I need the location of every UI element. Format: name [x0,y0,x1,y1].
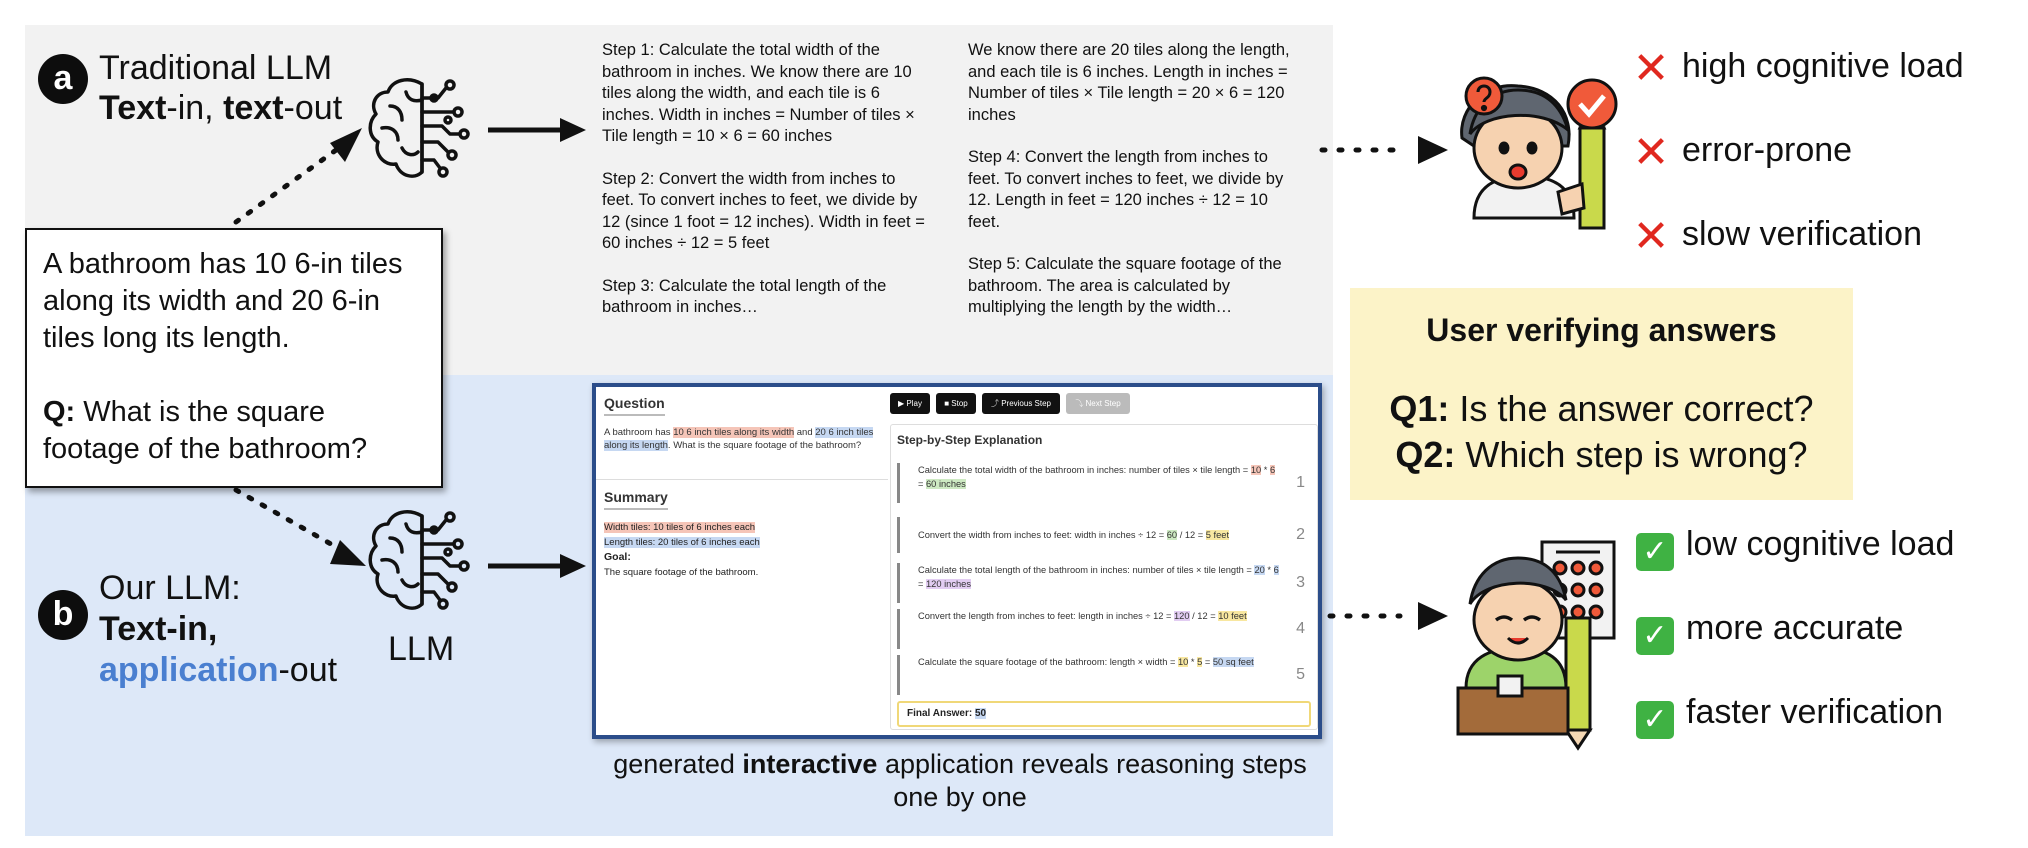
app-step-2[interactable]: Convert the width from inches to feet: width in inches ÷ 12 = 60 / 12 = 5 feet 2 [897,517,1311,553]
question-box [25,228,443,488]
interactive-app-screenshot [592,383,1322,739]
badge-a: a [38,54,88,104]
play-button[interactable]: ▶ Play [890,393,930,414]
cross-icon: ✕ [1632,128,1670,177]
summary-goal-label: Goal: [604,551,631,563]
text-step-block: Step 4: Convert the length from inches to feet. To convert inches to feet, we divide by 12. Length in feet = 120 inches ÷ 12 = 10 feet. [968,148,1284,231]
stop-button[interactable]: ■ Stop [936,393,976,414]
user-verifying-box [1350,288,1853,500]
dotted-arrow-to-llm-a [236,140,350,222]
app-summary-title: Summary [604,489,668,510]
text-step-block: Step 1: Calculate the total width of the bathroom in inches. We know there are 10 tiles along the width, and each tile is 6 inches. Width in inches = Number of tiles × Tile length = 10 × 6 = 60 inches [602,41,915,145]
app-left-divider [596,479,888,480]
happy-user-icon [1458,542,1614,748]
check-icon: ✓ [1636,617,1674,655]
step-number: 1 [1296,474,1305,491]
step-by-step-title: Step-by-Step Explanation [897,433,1043,447]
previous-step-button[interactable]: ⤴ Previous Step [982,393,1060,414]
verify-question-1: Q1: Is the answer correct? [1389,388,1814,429]
app-question-title: Question [604,395,665,416]
brain-icon [370,80,468,176]
panel-b-title-line3: application-out [99,651,338,689]
arrowhead-to-user-b [1418,602,1448,630]
panel-a-title-line1: Traditional LLM [99,49,333,87]
text-step-block: Step 5: Calculate the square footage of the bathroom. The area is calculated by multiplying the length by the width… [968,255,1282,316]
summary-goal-text: The square footage of the bathroom. [604,567,759,578]
problem-text: A bathroom has 10 6-in tiles along its width and 20 6-in tiles long its length. [43,248,403,354]
final-answer: Final Answer: 50 [897,701,1311,727]
positive-item-1: ✓ low cognitive load [1636,524,1954,571]
app-step-3[interactable]: Calculate the total length of the bathroom in inches: number of tiles × tile length = 20 * 6 = 120 inches 3 [897,563,1311,603]
app-step-4[interactable]: Convert the length from inches to feet: length in inches ÷ 12 = 120 / 12 = 10 feet 4 [897,609,1311,649]
positive-item-2: ✓ more accurate [1636,608,1903,655]
step-number: 2 [1296,526,1305,543]
app-caption: generated interactive application reveals reasoning steps one by one [613,749,1307,812]
next-step-button[interactable]: ⤵ Next Step [1066,393,1130,414]
brain-icon [370,512,468,608]
cross-icon: ✕ [1632,212,1670,261]
panel-b-title-line2: Text-in, [99,610,218,648]
step-number: 4 [1296,620,1305,637]
text-step-block: Step 3: Calculate the total length of the bathroom in inches… [602,276,887,316]
text-output-column-1 [602,40,932,340]
arrowhead-to-user-a [1418,136,1448,164]
llm-label: LLM [388,630,455,668]
app-summary-list [604,520,890,580]
panel-b-title-line1: Our LLM: [99,569,241,607]
app-left-pane [604,395,890,452]
positive-item-3: ✓ faster verification [1636,692,1943,739]
arrowhead-llm-a-to-text [560,118,586,142]
check-icon: ✓ [1636,701,1674,739]
cross-icon: ✕ [1632,44,1670,93]
step-number: 5 [1296,666,1305,683]
arrowhead-llm-b-to-app [560,554,586,578]
summary-length: Length tiles: 20 tiles of 6 inches each [604,537,760,548]
app-step-5[interactable]: Calculate the square footage of the bathroom: length × width = 10 * 5 = 50 sq feet 5 [897,655,1311,695]
user-verifying-title: User verifying answers [1426,312,1777,348]
verify-question-2: Q2: Which step is wrong? [1395,434,1808,475]
dotted-arrow-to-llm-b [236,490,352,556]
summary-width: Width tiles: 10 tiles of 6 inches each [604,522,756,533]
text-output-column-2 [968,40,1298,340]
negative-item-3: ✕ slow verification [1632,212,1922,261]
badge-b: b [38,590,88,640]
app-summary [604,489,890,580]
step-by-step-panel [890,424,1318,730]
negative-item-1: ✕ high cognitive load [1632,44,1964,93]
confused-user-icon [1462,78,1616,228]
arrowhead-to-llm-a [330,128,362,162]
check-icon: ✓ [1636,533,1674,571]
text-step-block: Step 2: Convert the width from inches to feet. To convert inches to feet, we divide by 12 (since 1 foot = 12 inches). Width in feet = 60 inches ÷ 12 = 5 feet [602,169,925,252]
panel-a-title-line2: Text-in, text-out [99,89,343,127]
arrowhead-to-llm-b [330,540,366,566]
app-step-1[interactable]: Calculate the total width of the bathroom in inches: number of tiles × tile length = 10 * 6 = 60 inches 1 [897,463,1311,503]
app-question-text: A bathroom has 10 6 inch tiles along its width and 20 6 inch tiles along its length. What is the square footage of the bathroom? [604,427,874,451]
negative-item-2: ✕ error-prone [1632,128,1853,177]
text-step-block: We know there are 20 tiles along the length, and each tile is 6 inches. Length in inches = Number of tiles × Tile length = 20 × 6 = 120 inches [968,41,1290,124]
step-number: 3 [1296,574,1305,591]
question-text: Q: What is the square footage of the bathroom? [43,396,368,465]
